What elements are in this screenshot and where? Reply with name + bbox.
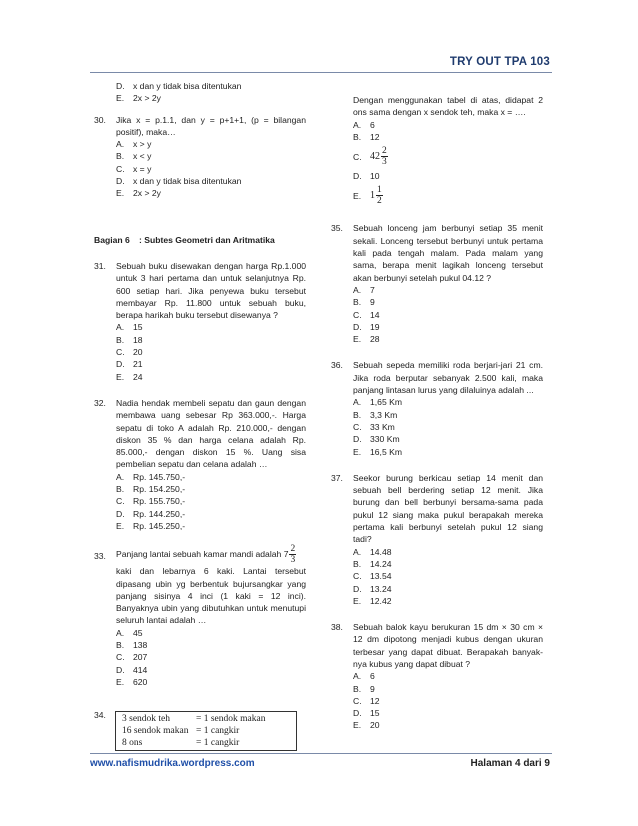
option-c: C. 12 bbox=[353, 695, 380, 706]
left-column bbox=[94, 80, 306, 688]
question-stem: Sebuah buku disewakan dengan harga Rp.1.000 untuk 3 hari pertama dan untuk selanjutnya Rp. 600 setiap hari. Jika penyewa buku tersebut membayar Rp. 11.800 untuk sebuah buku, berapa harikah buku tersebut disewanya ? bbox=[116, 260, 306, 321]
option-c: C. 14 bbox=[353, 309, 380, 320]
section-heading: Bagian 6 : Subtes Geometri dan Aritmatika bbox=[94, 234, 275, 245]
option-a: A. 6 bbox=[353, 119, 375, 130]
option-c: C. x = y bbox=[116, 163, 152, 174]
question-stem: Sebuah balok kayu berukuran 15 dm × 30 cm × 12 dm dipotong menjadi kubus dengan ukuran terbesar yang dapat dibuat. Berapakah banyak-nya kubus yang dapat dibuat ? bbox=[353, 622, 543, 669]
header-rule bbox=[90, 72, 552, 73]
question-number: 32. bbox=[94, 397, 106, 408]
question-stem: Sebuah sepeda memiliki roda berjari-jari 21 cm. Jika roda berputar sebanyak 2.500 kali, maka panjang lintasan lurus yang dilaluinya adalah ... bbox=[353, 360, 543, 396]
right-column bbox=[331, 80, 543, 732]
option-e: E. 620 bbox=[116, 676, 148, 687]
option-e: E. Rp. 145.250,- bbox=[116, 520, 186, 531]
option-d: D. 13.24 bbox=[353, 583, 392, 594]
question-number: 37. bbox=[331, 472, 343, 483]
question-number: 30. bbox=[94, 114, 106, 125]
question-number: 31. bbox=[94, 260, 106, 271]
question-37 bbox=[331, 472, 543, 607]
option-a: A. 1,65 Km bbox=[353, 397, 403, 408]
option-c: C. 13.54 bbox=[353, 571, 392, 582]
option-d: D. Rp. 144.250,- bbox=[116, 508, 186, 519]
option-a: A. 6 bbox=[353, 671, 375, 682]
question-stem: Nadia hendak membeli sepatu dan gaun dengan membawa uang sebesar Rp 363.000,-. Harga sepatu di toko A adalah Rp. 210.000,- dengan diskon 35 % dan harga celana adalah Rp. 85.000,- dengan diskon 15 %. Uang sisa pembelian sepatu dan celana adalah … bbox=[116, 397, 306, 470]
option-b: B. 3,3 Km bbox=[353, 409, 398, 420]
fraction: $\frac{1}{2}$ bbox=[377, 185, 382, 207]
option-e: E. 16,5 Km bbox=[353, 446, 403, 457]
option-e: E. 20 bbox=[353, 720, 380, 731]
option-b: B. x < y bbox=[116, 151, 152, 162]
question-number: 36. bbox=[331, 360, 343, 371]
table-row: 16 sendok makan = 1 cangkir bbox=[122, 726, 240, 736]
question-31 bbox=[94, 260, 306, 383]
footer-url-link[interactable]: www.nafismudrika.wordpress.com bbox=[90, 758, 255, 769]
question-32 bbox=[94, 397, 306, 532]
option-c: C. 42 $\frac{2}{3}$ bbox=[353, 146, 387, 168]
question-stem: kaki dan lebarnya 6 kaki. Lantai tersebut dipasang ubin yg berbentuk bujursangkar yang panjang sisinya 4 inci (1 kaki = 12 inci). Banyaknya ubin yang dibutuhkan untuk menutupi seluruh lantai adalah … bbox=[116, 566, 306, 626]
question-number: 38. bbox=[331, 622, 343, 633]
option-b: B. 9 bbox=[353, 297, 375, 308]
question-stem: Dengan menggunakan tabel di atas, didapat 2 ons sama dengan x sendok teh, maka x = …. bbox=[353, 95, 543, 118]
option-e: E. 1 $\frac{1}{2}$ bbox=[353, 185, 382, 207]
option: E. 2x > 2y bbox=[116, 93, 161, 104]
option-d: D. x dan y tidak bisa ditentukan bbox=[116, 176, 242, 187]
option-d: D. 15 bbox=[353, 708, 380, 719]
fraction: $\frac{2}{3}$ bbox=[382, 146, 387, 168]
option-a: A. 45 bbox=[116, 627, 143, 638]
question-number: 33. bbox=[94, 551, 106, 562]
question-38 bbox=[331, 621, 543, 732]
fraction: $\frac{2}{3}$ bbox=[290, 544, 296, 566]
option-b: B. 9 bbox=[353, 683, 375, 694]
table-row: 8 ons = 1 cangkir bbox=[122, 738, 240, 748]
option-b: B. Rp. 154.250,- bbox=[116, 484, 186, 495]
question-30 bbox=[94, 114, 306, 200]
option-d: D. 330 Km bbox=[353, 434, 400, 445]
option-a: A. 15 bbox=[116, 322, 143, 333]
question-stem: Jika x = p.1.1, dan y = p+1+1, (p = bilangan positif), maka… bbox=[116, 114, 306, 137]
option-c: C. 20 bbox=[116, 347, 143, 358]
question-35 bbox=[331, 222, 543, 345]
option-d: D. 21 bbox=[116, 359, 143, 370]
option-b: B. 138 bbox=[116, 639, 148, 650]
option-b: B. 18 bbox=[116, 334, 143, 345]
question-stem-first-line: Panjang lantai sebuah kamar mandi adalah 7 $\frac{2}{3}$ bbox=[116, 544, 296, 566]
option-c: C. Rp. 155.750,- bbox=[116, 496, 186, 507]
option-d: D. 10 bbox=[353, 171, 380, 182]
option-a: A. Rp. 145.750,- bbox=[116, 471, 186, 482]
question-34-number: 34. bbox=[94, 710, 106, 720]
option-a: A. 7 bbox=[353, 284, 375, 295]
option-e: E. 24 bbox=[116, 371, 143, 382]
question-36 bbox=[331, 359, 543, 457]
conversion-table bbox=[115, 711, 297, 751]
option-e: E. 2x > 2y bbox=[116, 188, 161, 199]
question-34-continued bbox=[331, 94, 543, 206]
option-e: E. 28 bbox=[353, 334, 380, 345]
option-b: B. 14.24 bbox=[353, 558, 392, 569]
option-c: C. 207 bbox=[116, 652, 148, 663]
option-b: B. 12 bbox=[353, 131, 380, 142]
option-c: C. 33 Km bbox=[353, 421, 395, 432]
option-d: D. 19 bbox=[353, 321, 380, 332]
question-stem: Seekor burung berkicau setiap 14 menit dan sebuah bell berdering setiap 12 menit. Jika burung dan bell berbunyi bersama-sama pada pukul 12 siang maka pukul berapakah mereka pertama kali berbunyi setelah pukul 12 siang tadi? bbox=[353, 472, 543, 545]
option-d: D. 414 bbox=[116, 664, 148, 675]
previous-question-options bbox=[94, 80, 306, 105]
option: D. x dan y tidak bisa ditentukan bbox=[116, 81, 242, 91]
question-number: 35. bbox=[331, 223, 343, 234]
page-header-title: TRY OUT TPA 103 bbox=[449, 56, 550, 68]
footer-rule bbox=[90, 753, 552, 754]
table-row: 3 sendok teh = 1 sendok makan bbox=[122, 714, 266, 724]
question-33 bbox=[94, 544, 306, 688]
option-e: E. 12.42 bbox=[353, 595, 392, 606]
option-a: A. 14.48 bbox=[353, 546, 392, 557]
question-stem: Sebuah lonceng jam berbunyi setiap 35 menit sekali. Lonceng tersebut berbunyi untuk pertama kali pada tengah malam. Pada malam yang sama, berapa menit lagikah lonceng tersebut akan berbunyi setelah pukul 04.12 ? bbox=[353, 223, 543, 283]
option-a: A. x > y bbox=[116, 139, 152, 150]
page-number: Halaman 4 dari 9 bbox=[470, 758, 550, 769]
